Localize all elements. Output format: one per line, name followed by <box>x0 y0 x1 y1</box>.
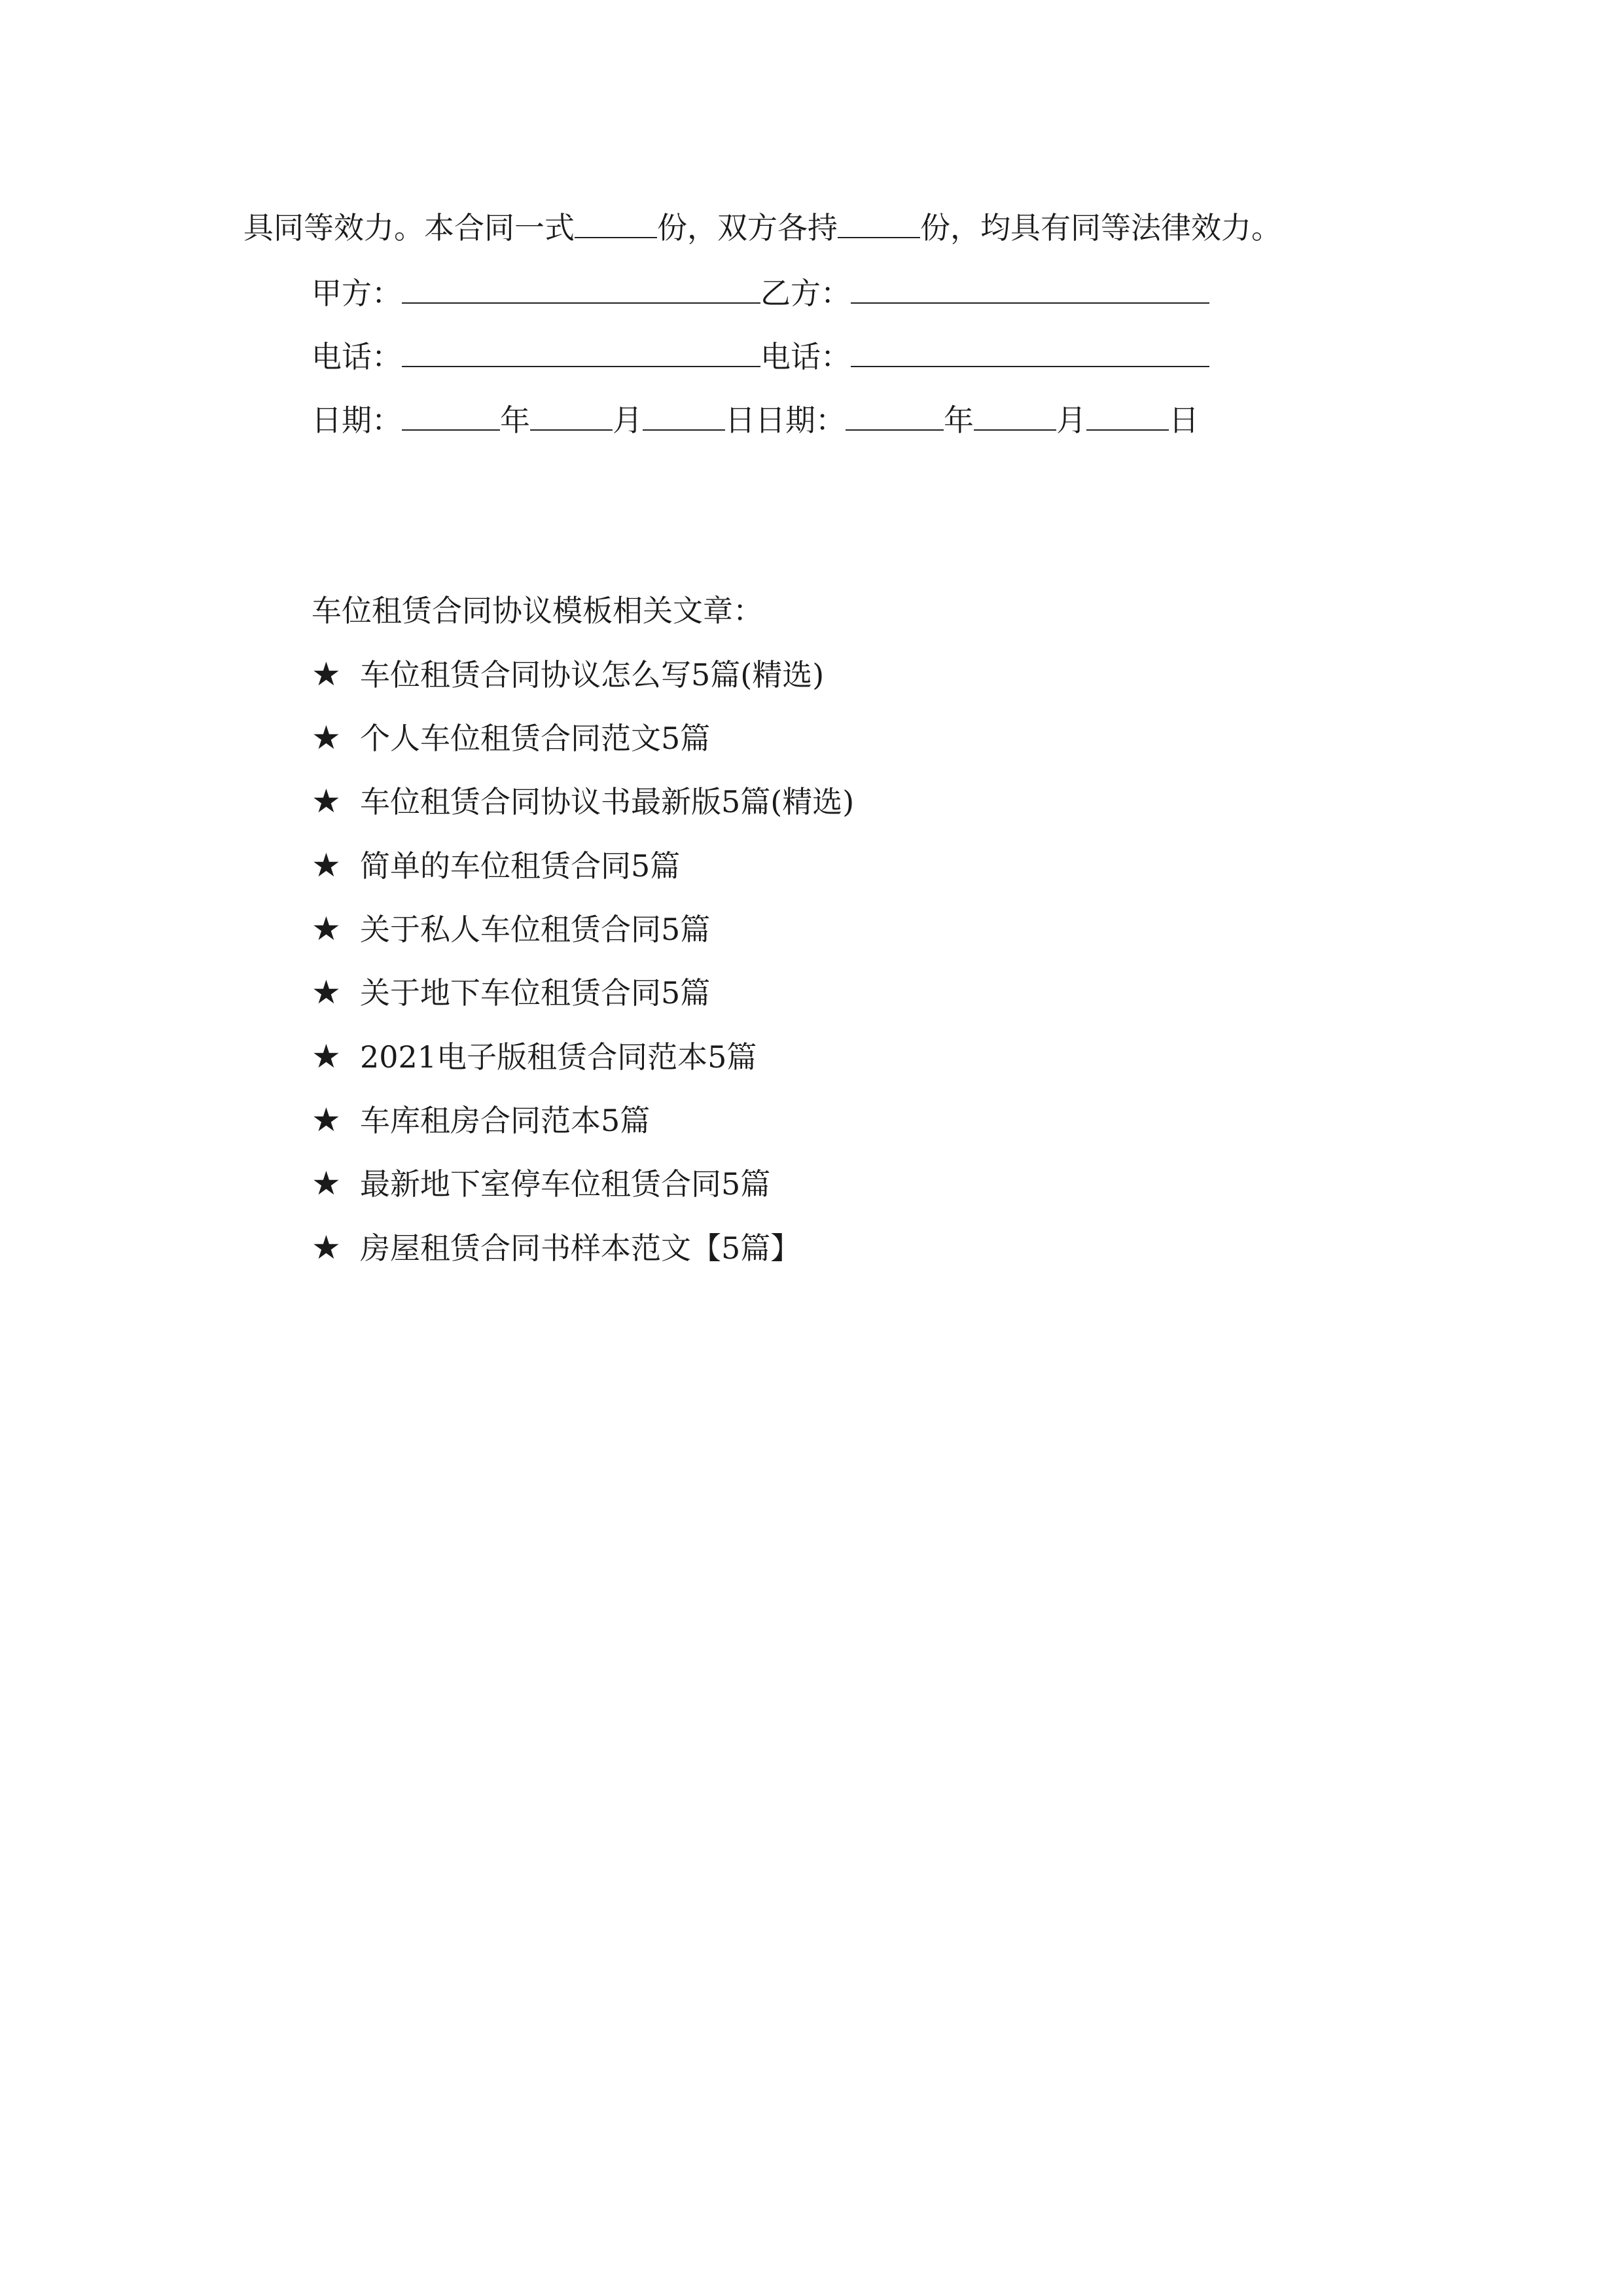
date-b-month-blank <box>974 401 1056 431</box>
date-row <box>312 401 1199 440</box>
related-item-text: 房屋租赁合同书样本范文【5篇】 <box>360 1230 801 1266</box>
phone-b-blank <box>851 337 1209 367</box>
star-icon: ★ <box>312 846 341 884</box>
date-a-label: 日期： <box>312 403 402 438</box>
date-a-month: 月 <box>613 403 643 438</box>
related-item-1[interactable] <box>312 655 824 694</box>
party-b-label: 乙方： <box>760 276 851 311</box>
related-item-text: 最新地下室停车位租赁合同5篇 <box>360 1166 771 1202</box>
date-b-day: 日 <box>1169 403 1199 438</box>
date-a-day: 日 <box>725 403 755 438</box>
related-item-text: 车位租赁合同协议书最新版5篇(精选) <box>360 784 855 819</box>
star-icon: ★ <box>312 719 341 757</box>
related-item-9[interactable] <box>312 1164 770 1204</box>
related-item-6[interactable] <box>312 973 710 1013</box>
related-item-text: 车库租房合同范本5篇 <box>360 1103 651 1138</box>
star-icon: ★ <box>312 655 341 693</box>
star-icon: ★ <box>312 1164 341 1202</box>
related-heading: 车位租赁合同协议模板相关文章： <box>312 593 763 628</box>
date-b-year: 年 <box>944 403 974 438</box>
related-item-text: 关于地下车位租赁合同5篇 <box>360 975 711 1011</box>
date-a-month-blank <box>530 401 613 431</box>
party-a-blank <box>402 274 760 304</box>
date-b-year-blank <box>846 401 944 431</box>
date-a-year-blank <box>402 401 500 431</box>
date-a-day-blank <box>643 401 725 431</box>
star-icon: ★ <box>312 1037 341 1075</box>
date-b-label: 日期： <box>755 403 846 438</box>
date-b-month: 月 <box>1056 403 1086 438</box>
star-icon: ★ <box>312 782 341 820</box>
related-item-4[interactable] <box>312 846 680 886</box>
related-item-3[interactable] <box>312 781 854 821</box>
date-b-day-blank <box>1086 401 1169 431</box>
related-item-7[interactable] <box>312 1037 757 1077</box>
phone-a-label: 电话： <box>312 339 402 374</box>
phone-row <box>312 337 1209 376</box>
clause-text-3: 份，均具有同等法律效力。 <box>920 210 1281 245</box>
related-item-5[interactable] <box>312 909 710 949</box>
copies-each-blank <box>838 208 920 238</box>
related-item-text: 个人车位租赁合同范文5篇 <box>360 721 711 756</box>
related-item-2[interactable] <box>312 718 710 758</box>
clause-text-1: 具同等效力。本合同一式 <box>243 210 575 245</box>
party-a-label: 甲方： <box>312 276 402 311</box>
star-icon: ★ <box>312 1229 341 1266</box>
phone-a-blank <box>402 337 760 367</box>
date-a-year: 年 <box>500 403 530 438</box>
star-icon: ★ <box>312 973 341 1011</box>
star-icon: ★ <box>312 910 341 948</box>
clause-text-2: 份，双方各持 <box>657 210 838 245</box>
related-item-10[interactable] <box>312 1228 800 1268</box>
party-b-blank <box>851 274 1209 304</box>
related-item-8[interactable] <box>312 1100 650 1140</box>
phone-b-label: 电话： <box>760 339 851 374</box>
related-item-text: 2021电子版租赁合同范本5篇 <box>360 1039 757 1075</box>
related-item-text: 简单的车位租赁合同5篇 <box>360 848 681 884</box>
related-item-text: 车位租赁合同协议怎么写5篇(精选) <box>360 657 825 692</box>
copies-total-blank <box>575 208 657 238</box>
star-icon: ★ <box>312 1101 341 1139</box>
related-item-text: 关于私人车位租赁合同5篇 <box>360 912 711 947</box>
copies-clause <box>243 208 1281 247</box>
party-row <box>312 274 1209 313</box>
